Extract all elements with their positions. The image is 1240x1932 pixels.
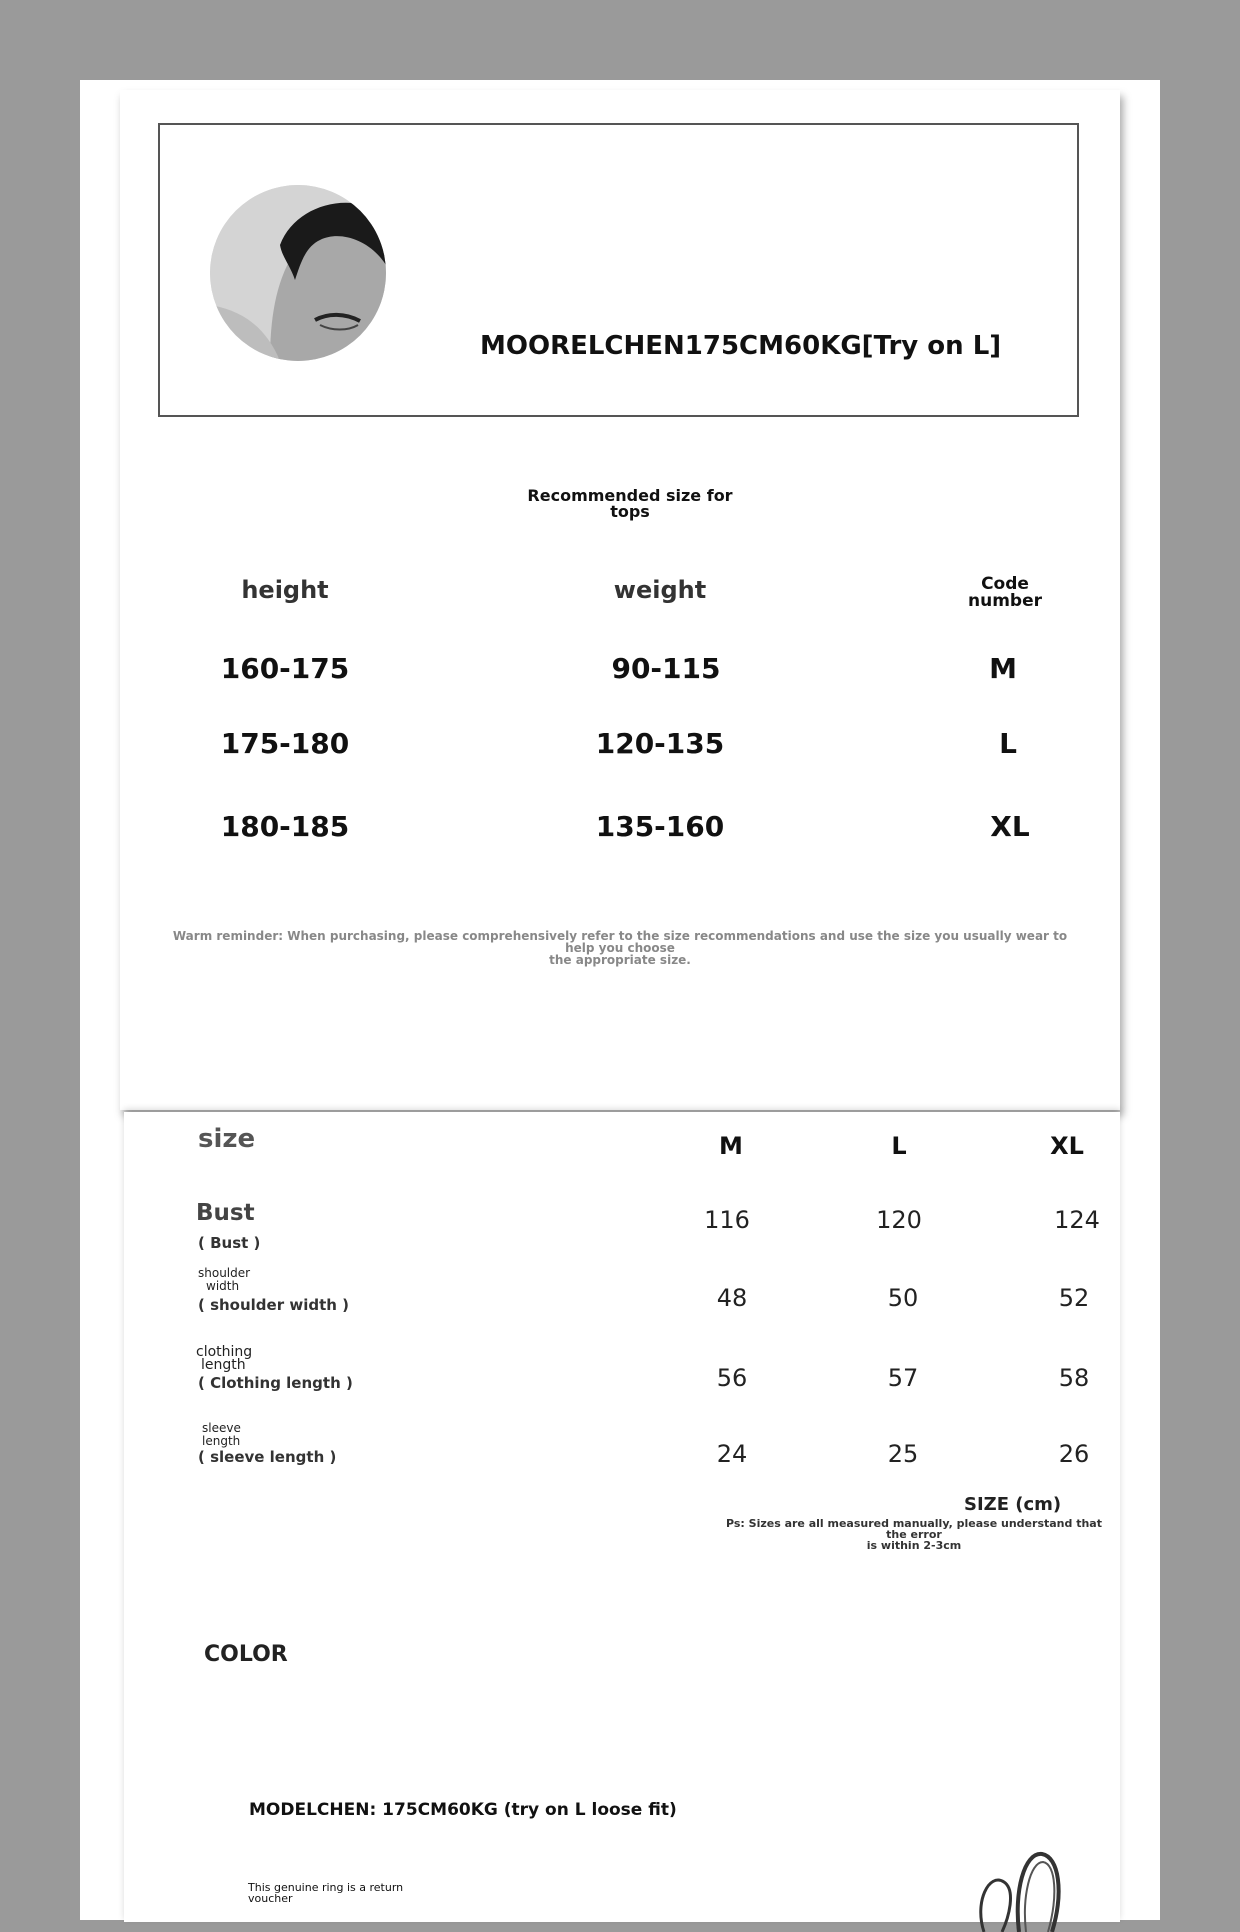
ring-icon — [964, 1832, 1114, 1932]
clothing-l: 57 — [887, 1364, 919, 1392]
bust-l: 120 — [876, 1206, 922, 1234]
color-label: COLOR — [204, 1642, 288, 1667]
clothing-length-label: clothing length — [196, 1344, 253, 1373]
rec-row-3-code: XL — [990, 810, 1030, 843]
clothing-xl: 58 — [1058, 1364, 1090, 1392]
bust-m: 116 — [704, 1206, 750, 1234]
sleeve-m: 24 — [716, 1440, 748, 1468]
shoulder-m: 48 — [716, 1284, 748, 1312]
rec-row-3-weight: 135-160 — [595, 810, 725, 843]
model-portrait-image — [210, 185, 386, 361]
size-chart-card — [124, 1112, 1120, 1922]
clothing-m: 56 — [716, 1364, 748, 1392]
sleeve-l: 25 — [887, 1440, 919, 1468]
size-col-xl: XL — [1050, 1132, 1084, 1160]
model-banner — [158, 123, 1079, 417]
weight-header: weight — [613, 576, 707, 604]
clothing-length-sublabel: ( Clothing length ) — [198, 1374, 353, 1392]
rec-row-1-code: M — [989, 652, 1017, 685]
model-title: MOORELCHEN175CM60KG[Try on L] — [480, 331, 1002, 361]
sleeve-xl: 26 — [1058, 1440, 1090, 1468]
product-detail-page — [80, 80, 1160, 1920]
size-label: size — [198, 1124, 256, 1154]
rec-row-2-code: L — [999, 727, 1017, 760]
rec-row-1-height: 160-175 — [220, 652, 350, 685]
size-col-l: L — [891, 1132, 907, 1160]
shoulder-sublabel: ( shoulder width ) — [198, 1296, 350, 1314]
recommended-size-title: Recommended size for tops — [527, 486, 733, 521]
bust-sublabel: ( Bust ) — [198, 1234, 261, 1252]
rec-row-3-height: 180-185 — [220, 810, 350, 843]
size-unit: SIZE (cm) — [964, 1494, 1062, 1515]
bust-label: Bust — [196, 1200, 255, 1226]
code-number-header: Code number — [967, 574, 1042, 611]
sleeve-length-sublabel: ( sleeve length ) — [198, 1448, 337, 1466]
voucher-note: This genuine ring is a return voucher — [248, 1881, 404, 1905]
measurement-note: Ps: Sizes are all measured manually, please understand that the error is within 2-3cm — [726, 1517, 1102, 1552]
size-recommendation-card — [120, 90, 1120, 1110]
sleeve-length-label: sleeve length — [202, 1421, 241, 1448]
model-avatar — [210, 185, 386, 361]
shoulder-label: shoulder width — [198, 1266, 251, 1293]
bust-xl: 124 — [1054, 1206, 1100, 1234]
shoulder-l: 50 — [887, 1284, 919, 1312]
model-fit-note: MODELCHEN: 175CM60KG (try on L loose fit) — [249, 1800, 677, 1820]
size-col-m: M — [719, 1132, 743, 1160]
height-header: height — [241, 576, 329, 604]
rec-row-1-weight: 90-115 — [611, 652, 721, 685]
shoulder-xl: 52 — [1058, 1284, 1090, 1312]
rec-row-2-weight: 120-135 — [595, 727, 725, 760]
rec-row-2-height: 175-180 — [220, 727, 350, 760]
warm-reminder: Warm reminder: When purchasing, please comprehensively refer to the size recommendations and use the size you usually wear to help you choose the appropriate size. — [172, 929, 1068, 967]
